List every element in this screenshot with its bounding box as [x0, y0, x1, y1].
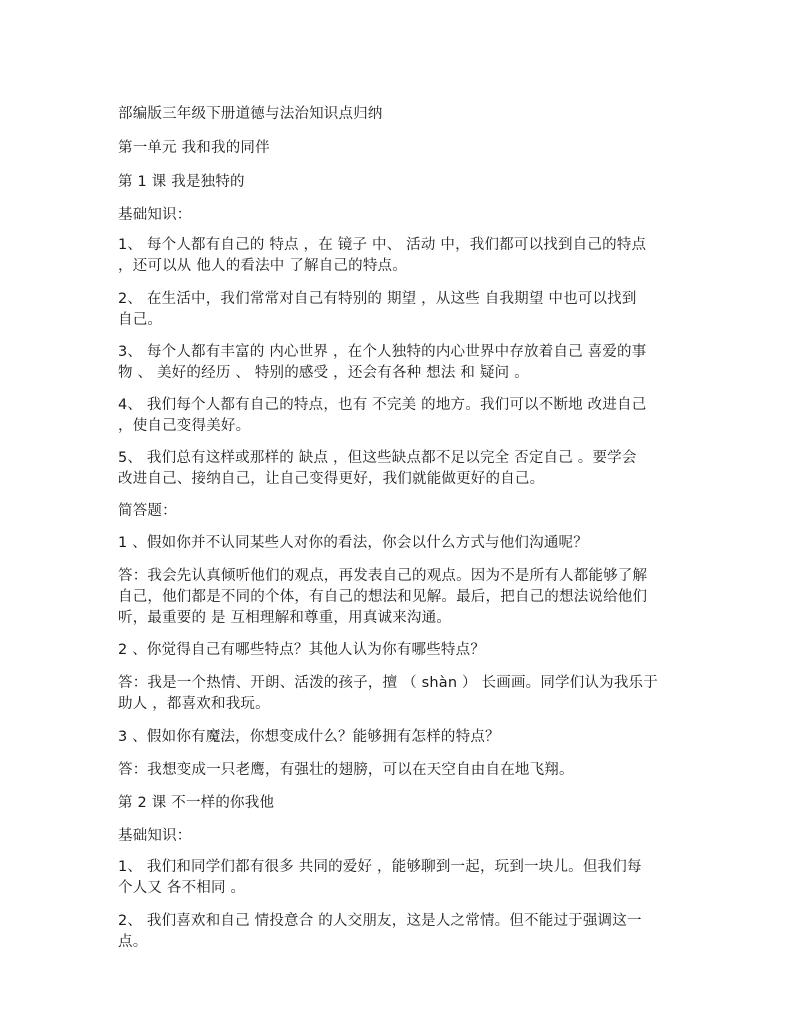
answer-line: 自己，他们都是不同的个体，有自己的想法和见解。最后，把自己的想法说给他们: [118, 589, 648, 605]
list-item-line: 2、 在生活中，我们常常对自己有特别的 期望 ，从这些 自我期望 中也可以找到: [118, 291, 637, 307]
list-item-line: 3、 每个人都有丰富的 内心世界 ，在个人独特的内心世界中存放着自己 喜爱的事: [118, 344, 647, 360]
answer-line: 助人 ，都喜欢和我玩。: [118, 696, 270, 712]
list-item-line: 5、 我们总有这样或那样的 缺点 ，但这些缺点都不足以完全 否定自己 。要学会: [118, 450, 637, 466]
list-item-line: 改进自己、接纳自己，让自己变得更好，我们就能做更好的自己。: [118, 471, 545, 487]
answer-line: 答：我是一个热情、开朗、活泼的孩子，擅 （ shàn ） 长画画。同学们认为我乐于: [118, 675, 658, 691]
list-item-line: ，还可以从 他人的看法中 了解自己的特点。: [118, 258, 407, 274]
answer-line: 听，最重要的 是 互相理解和尊重，用真诚来沟通。: [118, 610, 452, 626]
document-title: 部编版三年级下册道德与法治知识点归纳: [118, 106, 383, 122]
list-item-line: 4、 我们每个人都有自己的特点，也有 不完美 的地方。我们可以不断地 改进自己: [118, 397, 647, 413]
section-heading: 简答题：: [118, 503, 177, 519]
answer-line: 答：我会先认真倾听他们的观点，再发表自己的观点。因为不是所有人都能够了解: [118, 568, 648, 584]
section-heading: 基础知识：: [118, 207, 192, 223]
list-item-line: 物 、 美好的经历 、 特别的感受 ，还会有各种 想法 和 疑问 。: [118, 365, 529, 381]
list-item-line: ，使自己变得美好。: [118, 418, 251, 434]
answer-line: 答：我想变成一只老鹰，有强壮的翅膀，可以在天空自由自在地飞翔。: [118, 762, 574, 778]
section-heading: 基础知识：: [118, 828, 192, 844]
list-item-line: 1、 我们和同学们都有很多 共同的爱好 ，能够聊到一起，玩到一块儿。但我们每: [118, 859, 642, 875]
list-item-line: 1、 每个人都有自己的 特点 ，在 镜子 中、 活动 中，我们都可以找到自己的特点: [118, 237, 647, 253]
question-text: 3 、假如你有魔法，你想变成什么？能够拥有怎样的特点？: [118, 729, 500, 745]
document-page: [118, 0, 683, 1036]
lesson-heading: 第 1 课 我是独特的: [118, 174, 245, 190]
question-text: 1 、假如你并不认同某些人对你的看法，你会以什么方式与他们沟通呢？: [118, 535, 588, 551]
list-item-line: 点。: [118, 934, 148, 950]
unit-heading: 第一单元 我和我的同伴: [118, 140, 270, 156]
list-item-line: 自己。: [118, 312, 163, 328]
list-item-line: 个人又 各不相同 。: [118, 880, 246, 896]
question-text: 2 、你觉得自己有哪些特点？其他人认为你有哪些特点？: [118, 642, 486, 658]
list-item-line: 2、 我们喜欢和自己 情投意合 的人交朋友，这是人之常情。但不能过于强调这一: [118, 913, 642, 929]
lesson-heading: 第 2 课 不一样的你我他: [118, 795, 275, 811]
